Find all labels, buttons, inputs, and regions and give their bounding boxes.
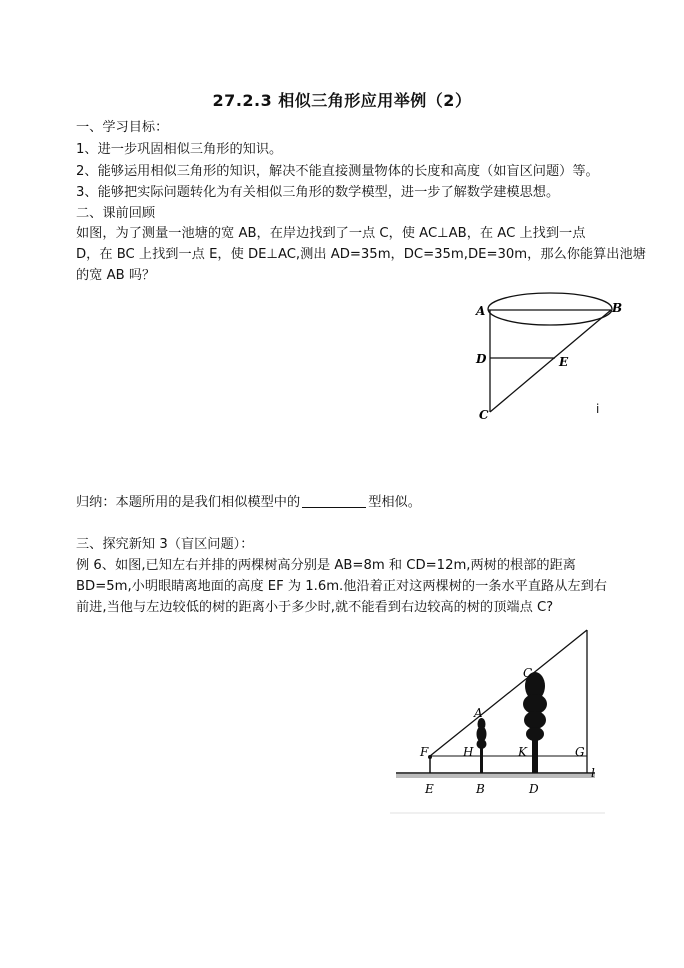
label-f: F [420,745,429,759]
review-heading: 二、课前回顾 [76,206,156,221]
label-a: A [476,304,486,318]
label-k: K [518,745,527,759]
pond-figure [470,282,630,422]
goal-item: 3、能够把实际问题转化为有关相似三角形的数学模型，进一步了解数学建模思想。 [76,185,560,200]
review-problem-line: 的宽 AB 吗？ [76,268,156,283]
label-d2: D [529,782,539,796]
label-g: G [575,745,585,759]
sight-line-fc [430,630,587,756]
label-e2: E [425,782,434,796]
label-h: H [463,745,474,759]
pond-ellipse [488,293,612,325]
review-problem-line: 如图，为了测量一池塘的宽 AB，在岸边找到了一点 C，使 AC⊥AB，在 AC 上找到一点 [76,226,586,241]
page-title: 27.2.3 相似三角形应用举例（2） [212,91,472,110]
stray-mark: i [596,402,600,416]
explore-heading: 三、探究新知 3（盲区问题）： [76,537,254,552]
example-line: 例 6、如图,已知左右并排的两棵树高分别是 AB=8m 和 CD=12m,两树的根部的距离 [76,558,576,573]
trees-figure [390,622,610,817]
example-line: 前进,当他与左边较低的树的距离小于多少时,就不能看到右边较高的树的顶端点 C? [76,600,554,615]
label-e: E [559,355,569,369]
goal-item: 1、进一步巩固相似三角形的知识。 [76,142,283,157]
summary-suffix: 型相似。 [368,495,421,510]
label-c2: C [523,666,533,680]
ground-hatch [396,774,595,778]
label-b2: B [476,782,485,796]
summary-prefix: 归纳：本题所用的是我们相似模型中的 [76,495,301,510]
label-a2: A [474,706,483,720]
short-tree [477,718,487,773]
goals-heading: 一、学习目标： [76,120,169,135]
person-head [428,755,432,759]
goal-item: 2、能够运用相似三角形的知识，解决不能直接测量物体的长度和高度（如盲区问题）等。 [76,164,599,179]
summary-line [76,493,421,513]
label-d: D [476,352,487,366]
review-problem-line: D，在 BC 上找到一点 E，使 DE⊥AC,测出 AD=35m，DC=35m,DE=30m，那么你能算出池塘 [76,247,646,262]
example-line: BD=5m,小明眼睛离地面的高度 EF 为 1.6m.他沿着正对这两棵树的一条水平直路从左到右 [76,579,607,594]
answer-blank [302,493,366,508]
label-c: C [479,408,489,422]
label-l: l [591,766,595,780]
label-b: B [612,301,623,315]
